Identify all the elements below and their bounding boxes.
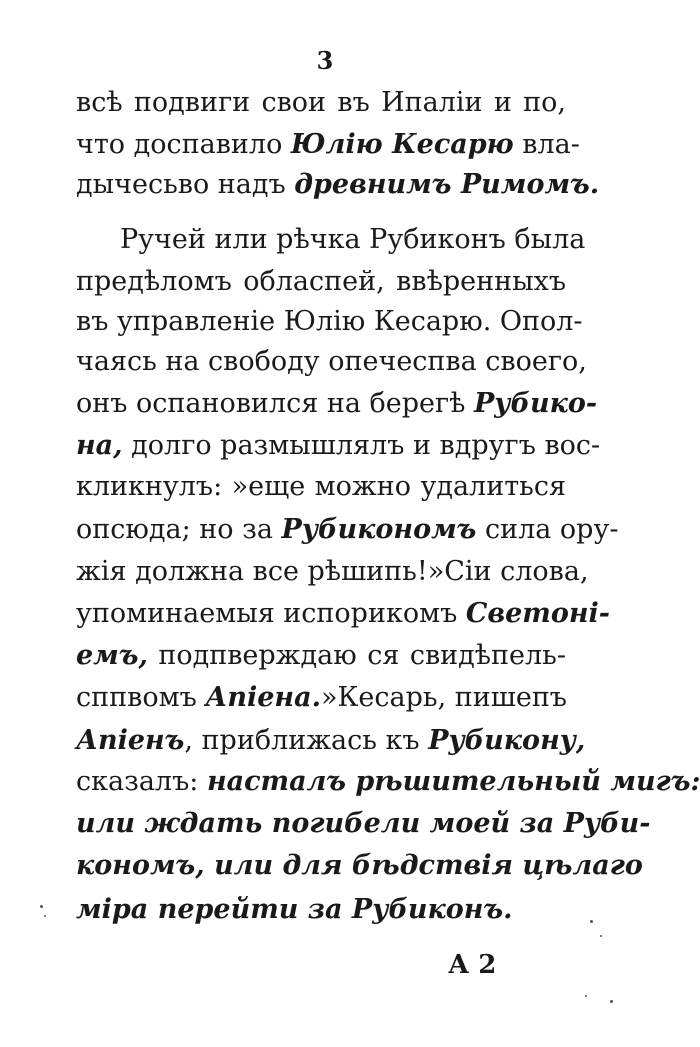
text-segment: жія должна все рѣшипь!»Сіи слова, bbox=[76, 556, 589, 587]
text-segment: дычесьво надъ bbox=[76, 169, 295, 200]
text-segment: сила ору- bbox=[476, 514, 619, 545]
italic-text: Апіена. bbox=[205, 682, 321, 713]
paper-speck bbox=[44, 915, 46, 917]
text-segment: сказалъ: bbox=[76, 766, 207, 797]
italic-text: Рубикономъ bbox=[281, 514, 477, 545]
italic-text: Светоні- bbox=[465, 598, 610, 629]
italic-text: кономъ, или для бѣдствія цѣлаго bbox=[76, 850, 643, 881]
text-line bbox=[76, 510, 619, 550]
paper-speck bbox=[600, 935, 602, 937]
italic-text: или ждать погибели моей за Руби- bbox=[76, 808, 651, 839]
text-segment: что доспавило bbox=[76, 129, 291, 160]
italic-text: емъ, bbox=[76, 640, 148, 671]
text-segment: предѣломъ обласпей, ввѣренныхъ bbox=[76, 266, 566, 297]
text-line bbox=[76, 125, 580, 165]
text-line bbox=[120, 220, 586, 260]
italic-text: Юлію Кесарю bbox=[290, 129, 514, 160]
printer-signature: А 2 bbox=[448, 950, 497, 980]
text-segment: вла- bbox=[513, 129, 580, 160]
italic-text: насталъ рѣшительный мигъ: bbox=[206, 766, 700, 797]
text-segment: »Кесарь, пишепъ bbox=[320, 682, 567, 713]
paper-speck bbox=[585, 995, 587, 997]
text-line bbox=[76, 552, 589, 592]
text-segment: подпверждаю ся свидѣпель- bbox=[147, 640, 566, 671]
text-segment: , приближась къ bbox=[184, 725, 429, 756]
text-line bbox=[76, 426, 601, 466]
text-segment: чаясь на свободу опечеспва своего, bbox=[76, 346, 587, 377]
italic-text: міра перейти за Рубиконъ. bbox=[76, 894, 513, 925]
text-segment: кликнулъ: »еще можно удалиться bbox=[76, 471, 566, 502]
text-line bbox=[76, 594, 610, 634]
text-line bbox=[76, 302, 583, 342]
text-line bbox=[76, 83, 566, 123]
text-line bbox=[76, 804, 651, 844]
paper-speck bbox=[590, 920, 593, 923]
text-line bbox=[76, 636, 566, 676]
italic-text: Рубико- bbox=[474, 388, 598, 419]
text-line bbox=[76, 846, 643, 886]
text-segment: Ручей или рѣчка Рубиконъ была bbox=[120, 224, 586, 255]
italic-text: Рубикону, bbox=[428, 725, 586, 756]
text-segment: долго размышлялъ и вдругъ вос- bbox=[122, 430, 601, 461]
italic-text: древнимъ Римомъ. bbox=[294, 169, 600, 200]
text-segment: всѣ подвиги свои въ Ипаліи и по, bbox=[76, 87, 566, 118]
text-segment: упоминаемыя испорикомъ bbox=[76, 598, 466, 629]
text-line bbox=[76, 342, 587, 382]
text-line bbox=[76, 262, 566, 302]
text-line bbox=[76, 762, 700, 802]
text-segment: въ управленіе Юлію Кесарю. Опол- bbox=[76, 306, 583, 337]
text-line bbox=[76, 165, 600, 205]
text-line bbox=[76, 467, 566, 507]
paper-speck bbox=[610, 1000, 613, 1003]
text-line bbox=[76, 890, 566, 930]
text-segment: опсюда; но за bbox=[76, 514, 282, 545]
page-number: 3 bbox=[316, 46, 334, 75]
text-line bbox=[76, 678, 566, 718]
text-segment: онъ оспановился на берегѣ bbox=[76, 388, 474, 419]
italic-text: Апіенъ bbox=[76, 725, 185, 756]
paper-speck bbox=[40, 905, 43, 908]
text-line bbox=[76, 721, 586, 761]
text-line bbox=[76, 384, 598, 424]
text-segment: сппвомъ bbox=[76, 682, 206, 713]
italic-text: на, bbox=[76, 430, 123, 461]
